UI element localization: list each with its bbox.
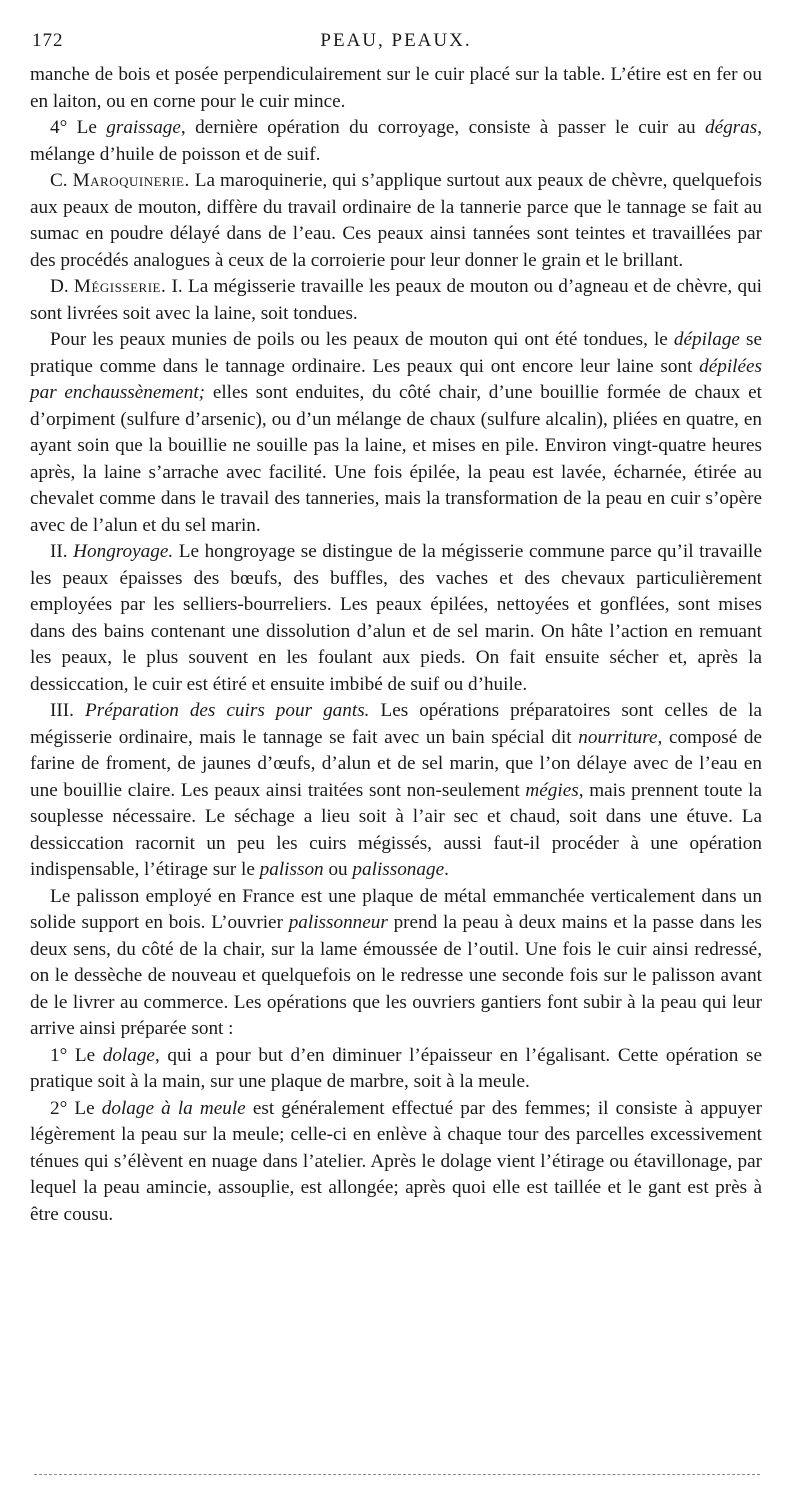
text-run: C. [50,170,73,191]
italic-run: mégies [525,779,579,801]
paragraph [30,884,762,1043]
italic-run: dolage à la meule [101,1097,246,1119]
running-title: PEAU, PEAUX. [320,30,472,51]
text-run: ou [323,859,353,880]
paragraph [30,274,762,327]
footer-rule [34,1474,760,1475]
text-run: est généralement effectué par des femmes; il consiste à appuyer légèrement la peau sur la meule; celle-ci en enlève à chaque tour des parcelles excessivement ténues qui s’élèvent en nuage dans l’atelier. Après le dolage vient l’étirage ou étavillonage, par lequel la peau amincie, assouplie, est allongée; après quoi elle est taillée et le gant est près à être cousu. [30,1097,762,1225]
text-run: 4° Le [50,117,107,138]
text-run: Le palisson employé en France est une plaque de métal emmanchée verticalement dans un solide support en bois. L’ouvrier [30,885,762,933]
page [30,30,762,1228]
italic-run: graissage [106,117,181,138]
text-run: I. La mégisserie travaille les peaux de mouton ou d’agneau et de chèvre, qui sont livrées soit avec la laine, soit tondues. [30,276,762,324]
italic-run: dépilées par enchaussènement; [30,355,762,403]
text-run: , dernière opération du corroyage, consiste à passer le cuir au [180,117,705,138]
italic-run: dépilage [673,329,740,350]
paragraph [30,1043,762,1096]
italic-run: nourriture [578,726,658,748]
text-run: , mais prennent toute la souplesse nécessaire. Le séchage a lieu soit à l’air sec et chaud, soit dans une étuve. La dessiccation racornit un peu les cuirs mégissés, aussi faut-il procéder à une opération indispensable, l’étirage sur le [30,779,762,880]
text-run: se pratique comme dans le tannage ordinaire. Les peaux qui ont encore leur laine sont [30,329,762,377]
text-run: III. [50,700,85,721]
italic-run: dolage [102,1044,155,1066]
italic-run: palissonage [352,859,445,880]
paragraph [30,327,762,539]
italic-run: Hongroyage. [73,541,174,562]
small-caps-run: Maroquinerie. [72,170,190,191]
text-run: D. [50,276,74,297]
text-run: Le hongroyage se distingue de la mégisserie commune parce qu’il travaille les peaux épaisses des bœufs, des buffles, des vaches et des chevaux particulièrement employées par les selliers-bourreliers. Les peaux épilées, nettoyées et gonflées, sont mises dans des bains contenant une dissolution d’alun et de sel marin. On hâte l’action en remuant les peaux, le plus souvent en les foulant aux pieds. On fait ensuite sécher et, après la dessiccation, le cuir est étiré et ensuite imbibé de suif ou d’huile. [30,541,762,695]
italic-run: palissonneur [288,912,388,933]
paragraph [30,698,762,884]
paragraph [30,539,762,698]
text-run: II. [50,541,74,562]
text-run: , composé de farine de froment, de jaunes d’œufs, d’alun et de sel marin, que l’on délaye avec de l’eau en une bouillie claire. Les peaux ainsi traitées sont non-seulement [30,726,762,801]
text-run: elles sont enduites, du côté chair, d’une bouillie formée de chaux et d’orpiment (sulfure d’arsenic), ou d’un mélange de chaux (sulfure alcalin), pliées en quatre, en ayant soin que la bouillie ne souille pas la laine, et mises en pile. Environ vingt-quatre heures après, la laine s’arrache avec facilité. Une fois épilée, la peau est lavée, écharnée, étirée au chevalet comme dans le travail des tanneries, mais la transformation de la peau en cuir s’opère avec de l’alun et du sel marin. [30,382,762,536]
small-caps-run: Mégisserie. [73,276,167,297]
paragraph [30,115,762,168]
text-run: Les opérations préparatoires sont celles de la mégisserie ordinaire, mais le tannage se fait avec un bain spécial dit [30,700,762,748]
page-number: 172 [32,30,64,51]
text-run: 2° Le [50,1097,102,1119]
running-head [30,30,762,58]
text-run: La maroquinerie, qui s’applique surtout aux peaux de chèvre, quelquefois aux peaux de mouton, diffère du travail ordinaire de la tannerie parce que le tannage se fait au sumac en poudre délayé dans de l’eau. Ces peaux ainsi tannées sont teintes et travaillées par des procédés analogues à ceux de la corroierie pour leur donner le grain et le brillant. [30,170,762,271]
italic-run: dégras [704,117,758,138]
text-run: prend la peau à deux mains et la passe dans les deux sens, du côté de la chair, sur la lame émoussée de l’outil. Une fois le cuir ainsi redressé, on le dessèche de nouveau et quelquefois on le redresse une seconde fois sur le palisson avant de le livrer au commerce. Les opérations que les ouvriers gantiers font subir à la peau qui leur arrive ainsi préparée sont : [30,912,762,1039]
text-run: . [444,859,449,880]
text-run: , mélange d’huile de poisson et de suif. [30,117,762,165]
italic-run: palisson [259,859,324,880]
paragraph [30,62,762,115]
paragraph [30,168,762,274]
italic-run: Préparation des cuirs pour gants. [85,700,370,721]
text-run: 1° Le [50,1044,103,1066]
text-run: Pour les peaux munies de poils ou les peaux de mouton qui ont été tondues, le [50,329,674,350]
text-run: , qui a pour but d’en diminuer l’épaisseur en l’égalisant. Cette opération se pratique soit à la main, sur une plaque de marbre, soit à la meule. [30,1044,762,1092]
text-run: manche de bois et posée perpendiculairement sur le cuir placé sur la table. L’étire est en fer ou en laiton, ou en corne pour le cuir mince. [30,64,762,112]
body-text [30,62,762,1228]
paragraph [30,1096,762,1229]
